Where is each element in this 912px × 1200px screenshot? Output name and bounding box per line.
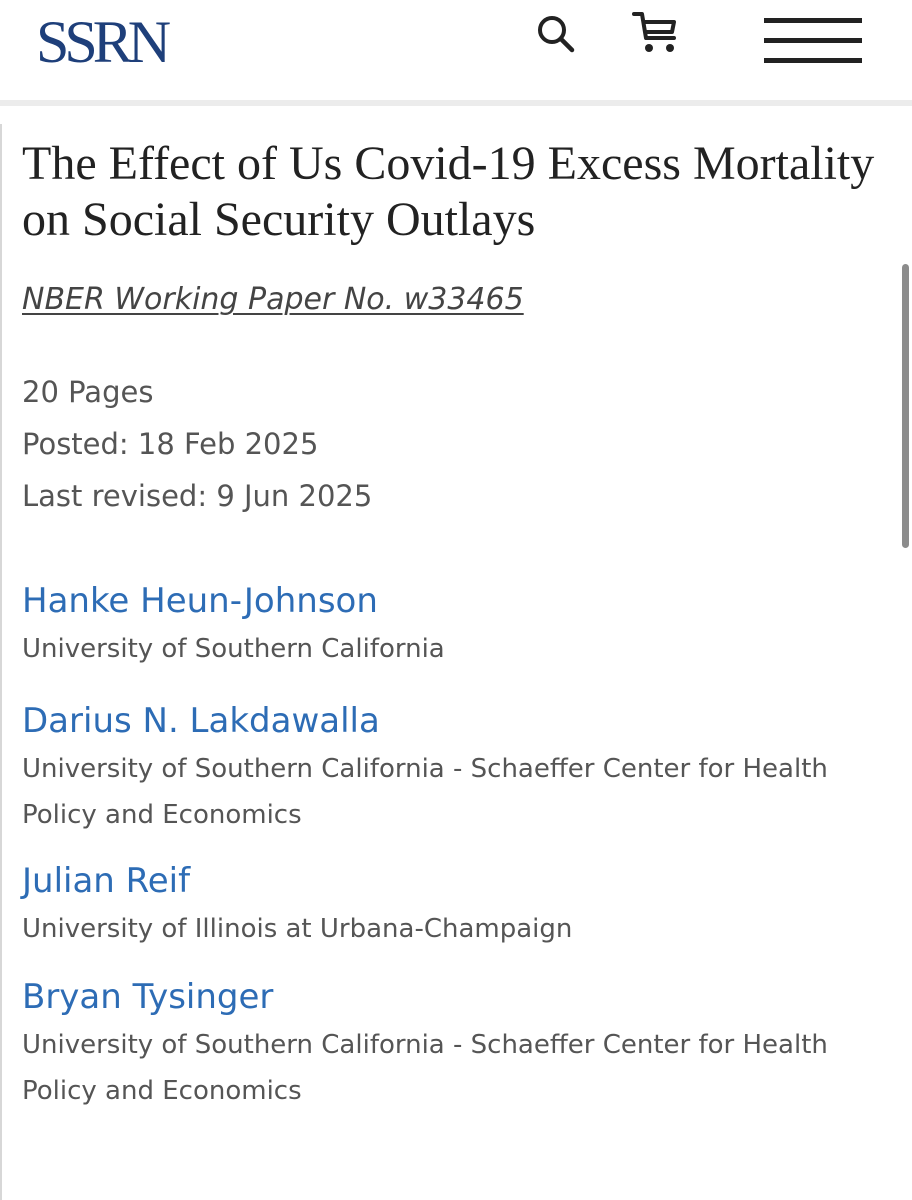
series-link[interactable]: NBER Working Paper No. w33465 (22, 282, 524, 317)
author-item (22, 576, 892, 672)
author-affiliation: University of Southern California - Schaeffer Center for Health Policy and Economics (22, 754, 828, 830)
author-name-link[interactable]: Bryan Tysinger (22, 977, 274, 1017)
cart-button[interactable] (630, 6, 686, 58)
paper-title: The Effect of Us Covid-19 Excess Mortality on Social Security Outlays (22, 137, 875, 246)
author-item (22, 856, 892, 952)
posted-date: Posted: 18 Feb 2025 (22, 427, 319, 461)
last-revised-date: Last revised: 9 Jun 2025 (22, 479, 373, 513)
author-affiliation: University of Illinois at Urbana-Champaign (22, 914, 573, 944)
search-button[interactable] (532, 10, 580, 58)
cart-icon (630, 6, 686, 58)
author-list (22, 576, 892, 1114)
page-count: 20 Pages (22, 375, 154, 409)
content-border (0, 124, 2, 1200)
author-item (22, 696, 892, 838)
scrollbar-thumb[interactable] (902, 264, 909, 548)
paper-meta (22, 366, 372, 522)
menu-icon (764, 18, 862, 64)
author-name-link[interactable]: Hanke Heun-Johnson (22, 581, 378, 621)
site-header (0, 0, 912, 100)
author-name-link[interactable]: Darius N. Lakdawalla (22, 701, 380, 741)
ssrn-logo[interactable]: SSRN (36, 9, 167, 75)
header-divider (0, 100, 912, 106)
author-item (22, 972, 892, 1114)
author-name-link[interactable]: Julian Reif (22, 861, 191, 901)
author-affiliation: University of Southern California - Schaeffer Center for Health Policy and Economics (22, 1030, 828, 1106)
search-icon (532, 10, 580, 58)
author-affiliation: University of Southern California (22, 634, 445, 664)
menu-button[interactable] (764, 18, 862, 64)
